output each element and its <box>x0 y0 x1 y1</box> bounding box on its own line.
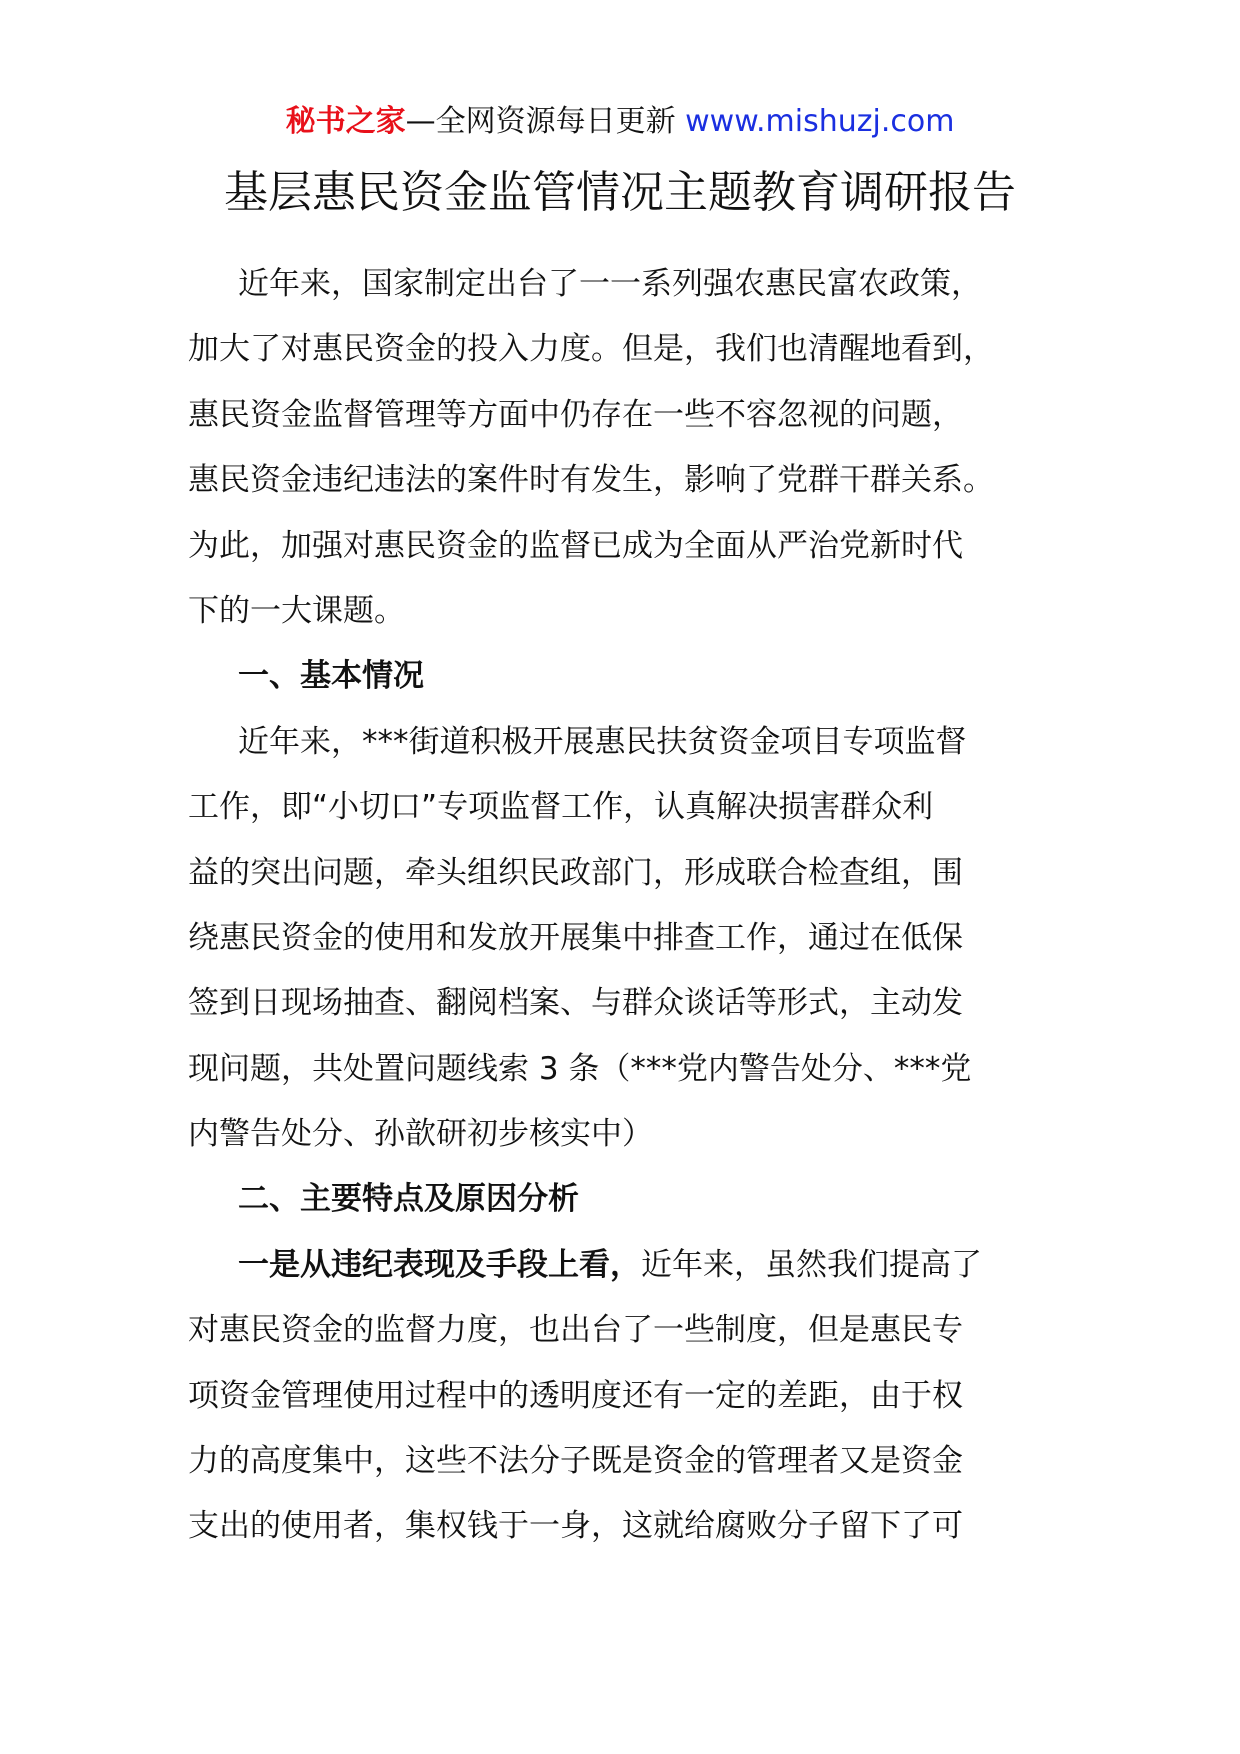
site-tagline: —全网资源每日更新 <box>405 104 676 139</box>
section-heading-features-analysis: 二、主要特点及原因分析 <box>238 1181 579 1218</box>
paragraph-analysis <box>188 1233 1058 1560</box>
text-line: 绕惠民资金的使用和发放开展集中排查工作，通过在低保 <box>188 919 963 956</box>
text-line: 下的一大课题。 <box>188 592 405 629</box>
paragraph-lead-phrase: 一是从违纪表现及手段上看， <box>238 1246 641 1283</box>
paragraph-intro <box>188 252 1058 644</box>
text-line: 支出的使用者，集权钱于一身，这就给腐败分子留下了可 <box>188 1508 963 1545</box>
document-title: 基层惠民资金监管情况主题教育调研报告 <box>224 167 1016 218</box>
site-brand: 秘书之家 <box>285 104 406 139</box>
text-line: 近年来，国家制定出台了一一系列强农惠民富农政策， <box>238 266 982 302</box>
text-line: 为此，加强对惠民资金的监督已成为全面从严治党新时代 <box>188 527 963 564</box>
section-heading-basic-situation: 一、基本情况 <box>238 658 424 695</box>
text-line: 益的突出问题，牵头组织民政部门，形成联合检查组，围 <box>188 854 963 891</box>
text-line: 惠民资金监督管理等方面中仍存在一些不容忽视的问题， <box>188 396 963 433</box>
text-line: 内警告处分、孙歆研初步核实中） <box>188 1116 653 1153</box>
text-line: 力的高度集中，这些不法分子既是资金的管理者又是资金 <box>188 1443 963 1480</box>
text-line: 工作，即“小切口”专项监督工作，认真解决损害群众利 <box>188 789 934 826</box>
paragraph-basic-situation <box>188 710 1058 1168</box>
text-line: 惠民资金违纪违法的案件时有发生，影响了党群干群关系。 <box>188 462 994 499</box>
text-line: 签到日现场抽查、翻阅档案、与群众谈话等形式，主动发 <box>188 985 963 1022</box>
text-line: 现问题，共处置问题线索 3 条（***党内警告处分、***党 <box>188 1050 972 1087</box>
text-line <box>188 1233 1058 1298</box>
document-body <box>188 252 1058 1560</box>
site-url-link[interactable]: www.mishuzj.com <box>685 104 955 139</box>
text-line: 对惠民资金的监督力度，也出台了一些制度，但是惠民专 <box>188 1312 963 1349</box>
text-line-rest: 近年来，虽然我们提高了 <box>641 1246 982 1283</box>
text-line: 近年来，***街道积极开展惠民扶贫资金项目专项监督 <box>238 723 967 760</box>
site-header <box>0 102 1240 142</box>
text-line: 项资金管理使用过程中的透明度还有一定的差距，由于权 <box>188 1377 963 1414</box>
text-line: 加大了对惠民资金的投入力度。但是，我们也清醒地看到， <box>188 331 994 368</box>
